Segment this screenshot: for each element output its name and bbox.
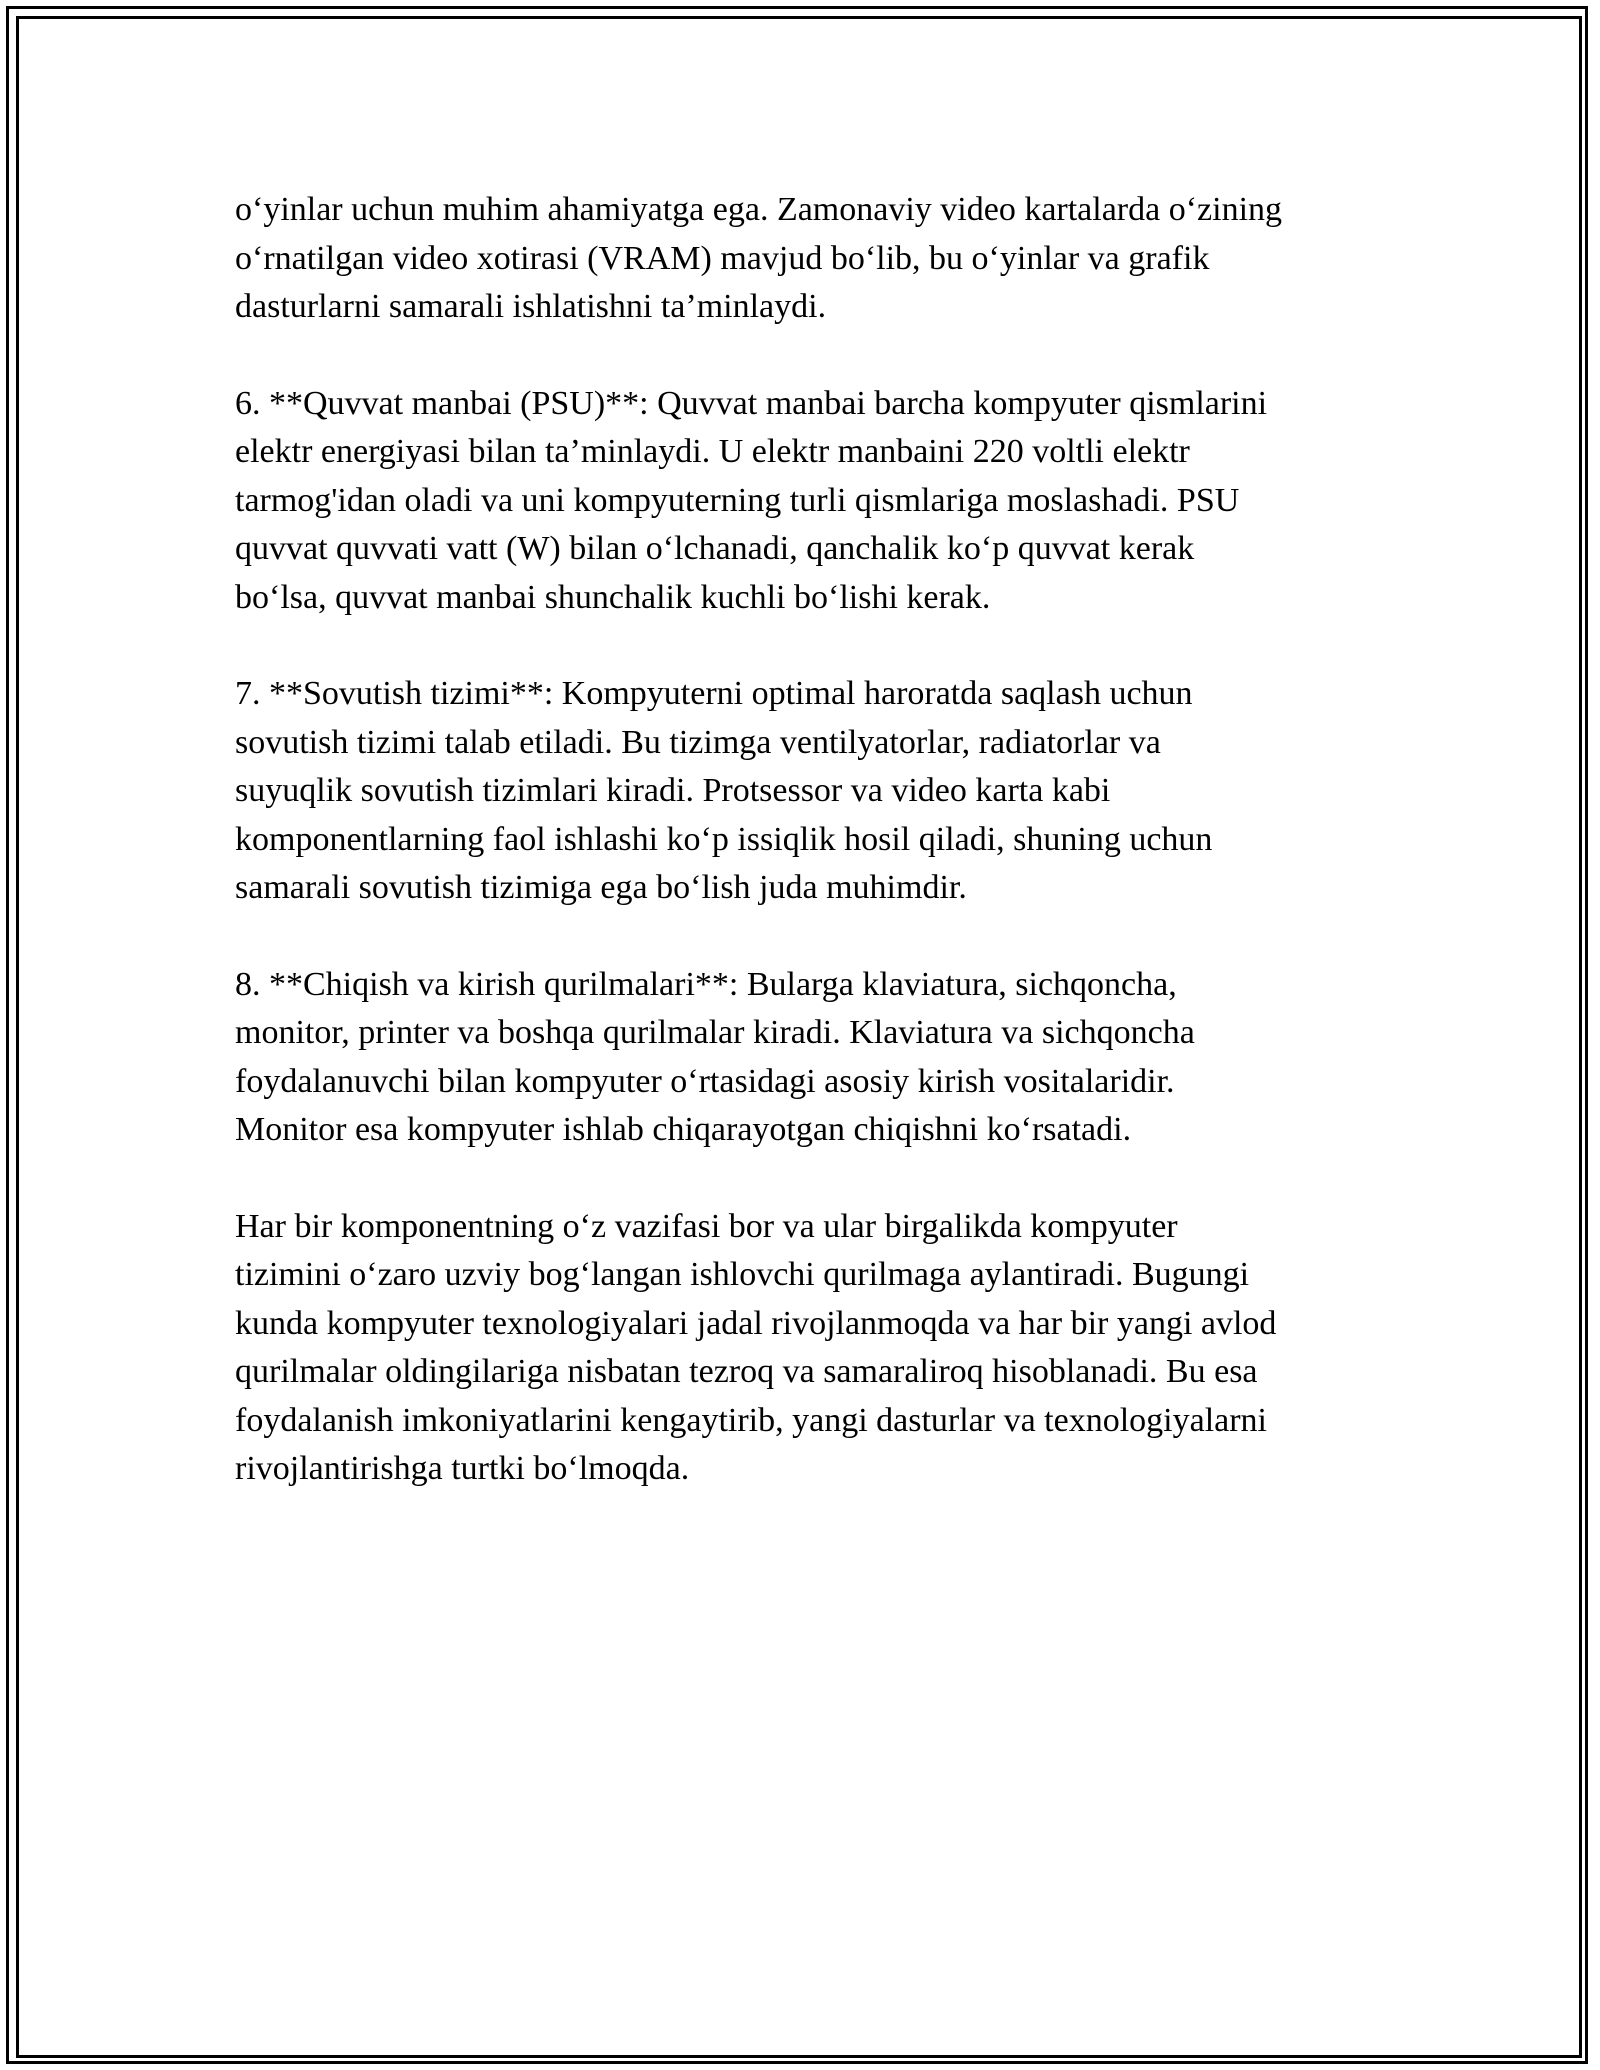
paragraph-input-output-devices: [235, 961, 1375, 1155]
text-line: foydalanuvchi bilan kompyuter o‘rtasidagi asosiy kirish vositalaridir.: [235, 1062, 1175, 1100]
text-line: tarmog'idan oladi va uni kompyuterning turli qismlariga moslashadi. PSU: [235, 481, 1240, 519]
text-line: dasturlarni samarali ishlatishni ta’minlaydi.: [235, 288, 827, 325]
document-body: [235, 186, 1375, 1542]
text-line: o‘rnatilgan video xotirasi (VRAM) mavjud bo‘lib, bu o‘yinlar va grafik: [235, 239, 1210, 277]
text-line: o‘yinlar uchun muhim ahamiyatga ega. Zamonaviy video kartalarda o‘zining: [235, 191, 1283, 228]
paragraph-video-card-continued: [235, 186, 1375, 332]
text-line: Monitor esa kompyuter ishlab chiqarayotgan chiqishni ko‘rsatadi.: [235, 1111, 1132, 1148]
text-line: 6. **Quvvat manbai (PSU)**: Quvvat manbai barcha kompyuter qismlarini: [235, 384, 1268, 422]
text-line: foydalanish imkoniyatlarini kengaytirib, yangi dasturlar va texnologiyalarni: [235, 1401, 1268, 1439]
text-line: komponentlarning faol ishlashi ko‘p issiqlik hosil qiladi, shuning uchun: [235, 820, 1213, 858]
text-line: elektr energiyasi bilan ta’minlaydi. U elektr manbaini 220 voltli elektr: [235, 433, 1190, 470]
text-line: rivojlantirishga turtki bo‘lmoqda.: [235, 1450, 690, 1487]
text-line: 8. **Chiqish va kirish qurilmalari**: Bularga klaviatura, sichqoncha,: [235, 965, 1177, 1003]
text-line: monitor, printer va boshqa qurilmalar kiradi. Klaviatura va sichqoncha: [235, 1014, 1195, 1051]
text-line: sovutish tizimi talab etiladi. Bu tizimga ventilyatorlar, radiatorlar va: [235, 723, 1161, 761]
text-line: bo‘lsa, quvvat manbai shunchalik kuchli bo‘lishi kerak.: [235, 578, 991, 616]
paragraph-power-supply: [235, 380, 1375, 623]
text-line: quvvat quvvati vatt (W) bilan o‘lchanadi, qanchalik ko‘p quvvat kerak: [235, 530, 1195, 567]
text-line: suyuqlik sovutish tizimlari kiradi. Protsessor va video karta kabi: [235, 772, 1111, 809]
text-line: tizimini o‘zaro uzviy bog‘langan ishlovchi qurilmaga aylantiradi. Bugungi: [235, 1256, 1250, 1293]
paragraph-conclusion: [235, 1203, 1375, 1494]
text-line: kunda kompyuter texnologiyalari jadal rivojlanmoqda va har bir yangi avlod: [235, 1304, 1277, 1342]
paragraph-cooling-system: [235, 670, 1375, 913]
text-line: samarali sovutish tizimiga ega bo‘lish juda muhimdir.: [235, 869, 967, 906]
text-line: qurilmalar oldingilariga nisbatan tezroq va samaraliroq hisoblanadi. Bu esa: [235, 1353, 1258, 1390]
text-line: 7. **Sovutish tizimi**: Kompyuterni optimal haroratda saqlash uchun: [235, 675, 1193, 712]
text-line: Har bir komponentning o‘z vazifasi bor va ular birgalikda kompyuter: [235, 1207, 1178, 1245]
